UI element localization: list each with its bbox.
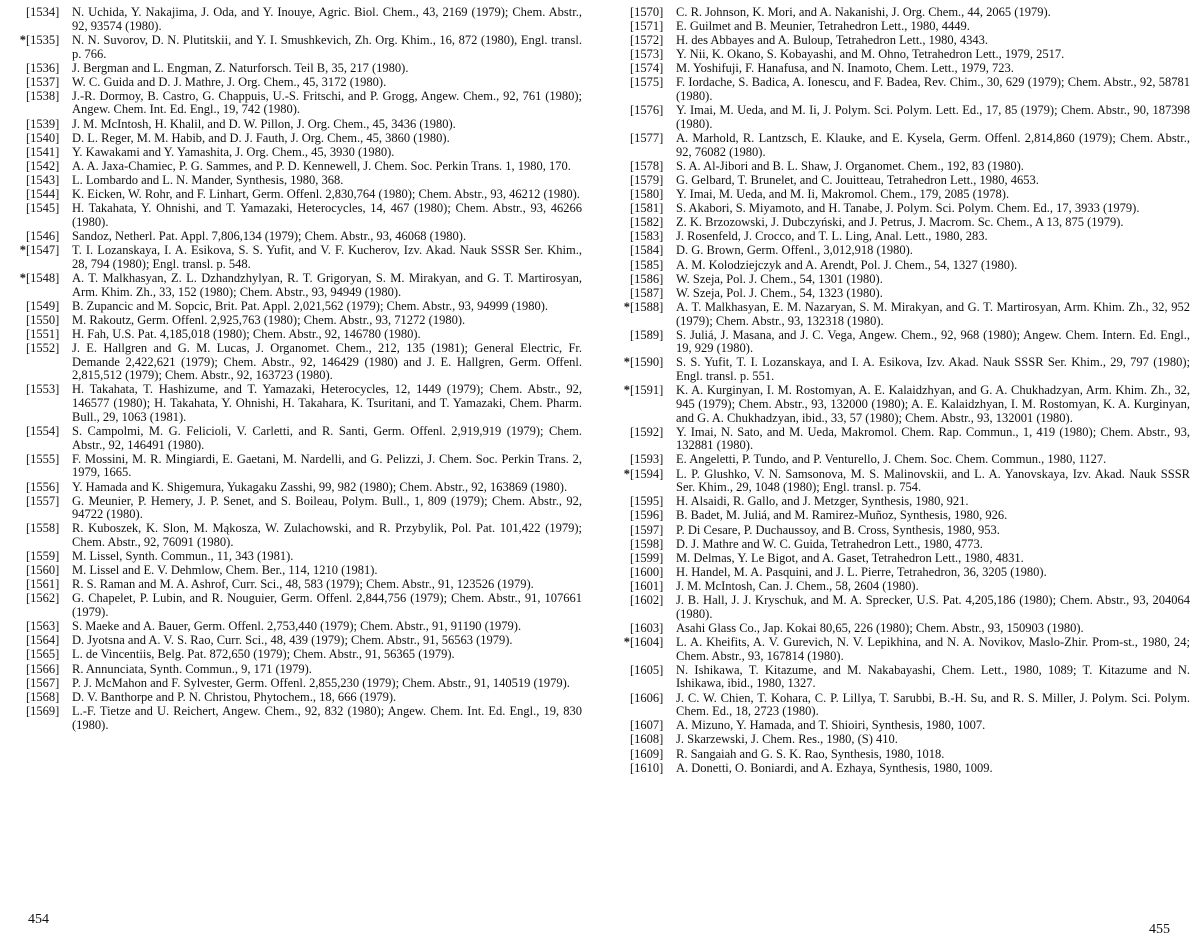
reference-entry bbox=[618, 552, 1190, 566]
reference-entry bbox=[14, 230, 582, 244]
reference-text: S. Juliá, J. Masana, and J. C. Vega, Angew. Chem., 92, 968 (1980); Angew. Chem. Intern. Ed. Engl., 19, 929 (1980). bbox=[676, 327, 1190, 356]
asterisk-marker: * bbox=[623, 383, 630, 398]
reference-text: L. de Vincentiis, Belg. Pat. 872,650 (1979); Chem. Abstr., 91, 56365 (1979). bbox=[72, 647, 455, 662]
reference-number: [1556] bbox=[26, 479, 60, 494]
reference-text: N. Ishikawa, T. Kitazume, and M. Nakabayashi, Chem. Lett., 1980, 1089; T. Kitazume and N. Ishikawa, ibid., 1980, 1327. bbox=[676, 662, 1190, 691]
reference-number: [1609] bbox=[630, 746, 664, 761]
reference-number: [1606] bbox=[630, 690, 664, 705]
reference-number: [1570] bbox=[630, 5, 664, 19]
reference-entry bbox=[618, 719, 1190, 733]
reference-number: [1541] bbox=[26, 144, 60, 159]
asterisk-marker: * bbox=[19, 270, 26, 285]
reference-text: A. Donetti, O. Boniardi, and A. Ezhaya, Synthesis, 1980, 1009. bbox=[676, 760, 993, 775]
reference-entry bbox=[618, 664, 1190, 691]
reference-entry bbox=[618, 62, 1190, 76]
reference-number: [1587] bbox=[630, 285, 664, 300]
reference-entry bbox=[618, 104, 1190, 131]
reference-entry bbox=[618, 509, 1190, 523]
reference-number: [1589] bbox=[630, 327, 664, 342]
reference-entry bbox=[14, 592, 582, 619]
reference-number: [1588] bbox=[630, 299, 664, 314]
asterisk-marker: * bbox=[623, 355, 630, 370]
reference-entry bbox=[14, 90, 582, 117]
reference-entry bbox=[14, 425, 582, 452]
reference-entry bbox=[14, 6, 582, 33]
reference-text: Y. Imai, M. Ueda, and M. Ii, J. Polym. Sci. Polym. Lett. Ed., 17, 85 (1979); Chem. Abstr., 90, 187398 (1980). bbox=[676, 103, 1190, 131]
reference-entry bbox=[618, 160, 1190, 174]
reference-number: [1575] bbox=[630, 75, 664, 90]
reference-number: [1608] bbox=[630, 732, 664, 747]
asterisk-marker: * bbox=[19, 32, 26, 47]
reference-number: [1578] bbox=[630, 158, 664, 173]
reference-entry bbox=[14, 160, 582, 174]
reference-entry bbox=[618, 524, 1190, 538]
reference-entry bbox=[618, 329, 1190, 356]
reference-number: [1594] bbox=[630, 466, 664, 481]
reference-number: [1534] bbox=[26, 5, 60, 19]
reference-entry bbox=[618, 230, 1190, 244]
reference-text: M. Yoshifuji, F. Hanafusa, and N. Inamoto, Chem. Lett., 1979, 723. bbox=[676, 61, 1014, 76]
reference-number: [1593] bbox=[630, 452, 664, 467]
reference-text: L.-F. Tietze and U. Reichert, Angew. Chem., 92, 832 (1980); Angew. Chem. Int. Ed. Engl., 19, 830 (1980). bbox=[72, 703, 582, 732]
reference-text: J. E. Hallgren and G. M. Lucas, J. Organomet. Chem., 212, 135 (1981); General Electric, Fr. Demande 2,422,621 (1979); Chem. Abstr., 92, 146429 (1980) and J. E. Hallgren, Germ. Offenl. 2,815,512 (1979); Chem. Abstr., 92, 163723 (1980). bbox=[72, 340, 582, 383]
reference-text: K. Eicken, W. Rohr, and F. Linhart, Germ. Offenl. 2,830,764 (1980); Chem. Abstr., 93, 46212 (1980). bbox=[72, 187, 580, 202]
reference-entry bbox=[618, 34, 1190, 48]
reference-text: J. Skarzewski, J. Chem. Res., 1980, (S) 410. bbox=[676, 732, 898, 747]
reference-entry bbox=[618, 6, 1190, 20]
reference-number: [1558] bbox=[26, 521, 60, 536]
reference-text: R. Kuboszek, K. Slon, M. Mąkosza, W. Zulachowski, and R. Przybylik, Pol. Pat. 101,422 (1979); Chem. Abstr., 92, 76091 (1980). bbox=[72, 521, 582, 550]
reference-entry bbox=[618, 566, 1190, 580]
reference-number: [1553] bbox=[26, 382, 60, 397]
right-page bbox=[600, 0, 1200, 948]
reference-entry bbox=[618, 636, 1190, 663]
reference-text: J. C. W. Chien, T. Kohara, C. P. Lillya, T. Sarubbi, B.-H. Su, and R. S. Miller, J. Polym. Sci. Polym. Chem. Ed., 18, 2723 (1980). bbox=[676, 690, 1190, 719]
reference-text: S. Campolmi, M. G. Felicioli, V. Carletti, and R. Santi, Germ. Offenl. 2,919,919 (1979); Chem. Abstr., 92, 146491 (1980). bbox=[72, 423, 582, 452]
reference-text: H. Takahata, T. Hashizume, and T. Yamazaki, Heterocycles, 12, 1449 (1979); Chem. Abstr., 92, 146577 (1980); H. Takahata, Y. Ohnishi, H. Takahara, K. Tsuritani, and T. Yamazaki, Chem. Pharm. Bull., 29, 1063 (1981). bbox=[72, 382, 582, 424]
reference-text: C. R. Johnson, K. Mori, and A. Nakanishi, J. Org. Chem., 44, 2065 (1979). bbox=[676, 5, 1051, 19]
asterisk-marker: * bbox=[623, 466, 630, 481]
reference-text: W. Szeja, Pol. J. Chem., 54, 1323 (1980). bbox=[676, 285, 883, 300]
reference-number: [1544] bbox=[26, 187, 60, 202]
reference-number: [1546] bbox=[26, 228, 60, 243]
reference-text: J. B. Hall, J. J. Kryschuk, and M. A. Sprecker, U.S. Pat. 4,205,186 (1980); Chem. Abstr., 93, 204064 (1980). bbox=[676, 593, 1190, 621]
reference-number: [1536] bbox=[26, 60, 60, 75]
reference-entry bbox=[14, 272, 582, 299]
reference-number: [1603] bbox=[630, 620, 664, 635]
reference-number: [1552] bbox=[26, 340, 60, 355]
reference-entry bbox=[618, 202, 1190, 216]
reference-text: Z. K. Brzozowski, J. Dubczyński, and J. Petrus, J. Macrom. Sc. Chem., A 13, 875 (1979). bbox=[676, 215, 1124, 230]
reference-number: [1543] bbox=[26, 172, 60, 187]
reference-text: F. Mossini, M. R. Mingiardi, E. Gaetani, M. Nardelli, and G. Pelizzi, J. Chem. Soc. Perkin Trans. 2, 1979, 1665. bbox=[72, 451, 582, 480]
reference-text: H. Takahata, Y. Ohnishi, and T. Yamazaki, Heterocycles, 14, 467 (1980); Chem. Abstr., 93, 46266 (1980). bbox=[72, 201, 582, 229]
reference-number: [1571] bbox=[630, 19, 664, 34]
reference-entry bbox=[618, 495, 1190, 509]
reference-text: D. J. Mathre and W. C. Guida, Tetrahedron Lett., 1980, 4773. bbox=[676, 536, 983, 551]
reference-number: [1545] bbox=[26, 201, 60, 216]
reference-number: [1569] bbox=[26, 703, 60, 718]
reference-text: S. Maeke and A. Bauer, Germ. Offenl. 2,753,440 (1979); Chem. Abstr., 91, 91190 (1979). bbox=[72, 619, 522, 634]
reference-text: H. des Abbayes and A. Buloup, Tetrahedron Lett., 1980, 4343. bbox=[676, 33, 989, 48]
reference-number: [1555] bbox=[26, 451, 60, 466]
reference-number: [1557] bbox=[26, 493, 60, 508]
reference-entry bbox=[618, 216, 1190, 230]
page-number: 454 bbox=[28, 912, 49, 927]
reference-number: [1596] bbox=[630, 508, 664, 523]
reference-entry bbox=[14, 342, 582, 383]
reference-number: [1598] bbox=[630, 536, 664, 551]
reference-entry bbox=[618, 580, 1190, 594]
reference-entry bbox=[618, 384, 1190, 425]
reference-text: E. Guilmet and B. Meunier, Tetrahedron Lett., 1980, 4449. bbox=[676, 19, 970, 34]
reference-number: [1577] bbox=[630, 131, 664, 146]
page-number: 455 bbox=[1149, 922, 1170, 937]
reference-text: D. L. Reger, M. M. Habib, and D. J. Fauth, J. Org. Chem., 45, 3860 (1980). bbox=[72, 130, 450, 145]
reference-number: [1610] bbox=[630, 760, 664, 775]
reference-number: [1559] bbox=[26, 549, 60, 564]
reference-number: [1585] bbox=[630, 257, 664, 272]
reference-number: [1595] bbox=[630, 494, 664, 509]
reference-number: [1560] bbox=[26, 563, 60, 578]
reference-text: J. Rosenfeld, J. Crocco, and T. L. Ling, Anal. Lett., 1980, 283. bbox=[676, 229, 988, 244]
reference-number: [1539] bbox=[26, 116, 60, 131]
reference-text: M. Delmas, Y. Le Bigot, and A. Gaset, Tetrahedron Lett., 1980, 4831. bbox=[676, 550, 1024, 565]
reference-number: [1573] bbox=[630, 47, 664, 62]
reference-entry bbox=[14, 146, 582, 160]
reference-number: [1599] bbox=[630, 550, 664, 565]
reference-number: [1604] bbox=[630, 634, 664, 649]
reference-number: [1568] bbox=[26, 689, 60, 704]
reference-entry bbox=[618, 287, 1190, 301]
reference-text: J. Bergman and L. Engman, Z. Naturforsch. Teil B, 35, 217 (1980). bbox=[72, 60, 409, 75]
reference-entry bbox=[14, 522, 582, 549]
reference-entry bbox=[14, 188, 582, 202]
reference-number: [1579] bbox=[630, 172, 664, 187]
reference-text: R. S. Raman and M. A. Ashrof, Curr. Sci., 48, 583 (1979); Chem. Abstr., 91, 123526 (1979). bbox=[72, 577, 534, 592]
reference-entry bbox=[618, 244, 1190, 258]
reference-number: [1590] bbox=[630, 355, 664, 370]
reference-entry bbox=[618, 301, 1190, 328]
reference-entry bbox=[618, 132, 1190, 159]
reference-entry bbox=[618, 76, 1190, 103]
reference-entry bbox=[14, 620, 582, 634]
reference-text: T. I. Lozanskaya, I. A. Esikova, S. S. Yufit, and V. F. Kucherov, Izv. Akad. Nauk SSSR Ser. Khim., 28, 794 (1980); Engl. transl. p. 548. bbox=[72, 243, 582, 271]
reference-text: A. T. Malkhasyan, E. M. Nazaryan, S. M. Mirakyan, and G. T. Martirosyan, Arm. Khim. Zh., 32, 952 (1979); Chem. Abstr., 93, 132318 (1980). bbox=[676, 299, 1190, 328]
reference-text: J.-R. Dormoy, B. Castro, G. Chappuis, U.-S. Fritschi, and P. Grogg, Angew. Chem., 92, 761 (1980); Angew. Chem. Int. Ed. Engl., 19, 742 (1980). bbox=[72, 88, 582, 117]
left-page bbox=[0, 0, 590, 948]
reference-number: [1537] bbox=[26, 74, 60, 89]
reference-text: L. Lombardo and L. N. Mander, Synthesis, 1980, 368. bbox=[72, 172, 344, 187]
reference-text: H. Fah, U.S. Pat. 4,185,018 (1980); Chem. Abstr., 92, 146780 (1980). bbox=[72, 326, 421, 341]
reference-number: [1551] bbox=[26, 326, 60, 341]
reference-text: S. S. Yufit, T. I. Lozanskaya, and I. A. Esikova, Izv. Akad. Nauk SSSR Ser. Khim., 29, 797 (1980); Engl. transl. p. 551. bbox=[676, 355, 1190, 384]
reference-entry bbox=[618, 48, 1190, 62]
reference-number: [1607] bbox=[630, 718, 664, 733]
reference-number: [1549] bbox=[26, 298, 60, 313]
asterisk-marker: * bbox=[19, 243, 26, 258]
reference-text: M. Lissel, Synth. Commun., 11, 343 (1981). bbox=[72, 549, 294, 564]
reference-entry bbox=[618, 426, 1190, 453]
reference-number: [1597] bbox=[630, 522, 664, 537]
reference-number: [1548] bbox=[26, 270, 60, 285]
reference-number: [1561] bbox=[26, 577, 60, 592]
reference-entry bbox=[618, 538, 1190, 552]
reference-number: [1592] bbox=[630, 424, 664, 439]
reference-text: K. A. Kurginyan, I. M. Rostomyan, A. E. Kalaidzhyan, and G. A. Chukhadzyan, Arm. Khim. Zh., 32, 945 (1979); Chem. Abstr., 93, 132000 (1980); A. E. Kalaidzhyan, I. M. Rostomyan, K. A. Kurginyan, and G. A. Chukhadzyan, ibid., 33, 57 (1980); Chem. Abstr., 93, 132001 (1980). bbox=[676, 383, 1190, 425]
reference-entry bbox=[14, 495, 582, 522]
reference-entry bbox=[14, 76, 582, 90]
reference-entry bbox=[14, 132, 582, 146]
reference-text: Sandoz, Netherl. Pat. Appl. 7,806,134 (1979); Chem. Abstr., 93, 46068 (1980). bbox=[72, 228, 467, 243]
reference-entry bbox=[14, 705, 582, 732]
reference-number: [1581] bbox=[630, 201, 664, 216]
reference-number: [1566] bbox=[26, 661, 60, 676]
reference-list bbox=[618, 6, 1190, 776]
reference-text: N. N. Suvorov, D. N. Plutitskii, and Y. I. Smushkevich, Zh. Org. Khim., 16, 872 (1980), Engl. transl. p. 766. bbox=[72, 32, 582, 61]
reference-text: G. Chapelet, P. Lubin, and R. Nouguier, Germ. Offenl. 2,844,756 (1979); Chem. Abstr., 91, 107661 (1979). bbox=[72, 591, 582, 620]
reference-text: Y. Kawakami and Y. Yamashita, J. Org. Chem., 45, 3930 (1980). bbox=[72, 144, 395, 159]
reference-text: J. M. McIntosh, H. Khalil, and D. W. Pillon, J. Org. Chem., 45, 3436 (1980). bbox=[72, 116, 456, 131]
reference-number: [1563] bbox=[26, 619, 60, 634]
reference-entry bbox=[14, 34, 582, 61]
reference-entry bbox=[14, 314, 582, 328]
reference-text: A. A. Jaxa-Chamiec, P. G. Sammes, and P. D. Kennewell, J. Chem. Soc. Perkin Trans. 1, 1980, 170. bbox=[72, 158, 571, 173]
reference-entry bbox=[618, 259, 1190, 273]
reference-text: W. C. Guida and D. J. Mathre, J. Org. Chem., 45, 3172 (1980). bbox=[72, 74, 387, 89]
reference-text: A. T. Malkhasyan, Z. L. Dzhandzhylyan, R. T. Grigoryan, S. M. Mirakyan, and G. T. Martirosyan, Arm. Khim. Zh., 33, 152 (1980); Chem. Abstr., 93, 94949 (1980). bbox=[72, 270, 582, 299]
reference-number: [1535] bbox=[26, 32, 60, 47]
reference-text: B. Badet, M. Juliá, and M. Ramirez-Muñoz, Synthesis, 1980, 926. bbox=[676, 508, 1008, 523]
reference-entry bbox=[14, 691, 582, 705]
reference-entry bbox=[14, 118, 582, 132]
reference-text: M. Lissel and E. V. Dehmlow, Chem. Ber., 114, 1210 (1981). bbox=[72, 563, 378, 578]
reference-text: Asahi Glass Co., Jap. Kokai 80,65, 226 (1980); Chem. Abstr., 93, 150903 (1980). bbox=[676, 620, 1084, 635]
reference-number: [1542] bbox=[26, 158, 60, 173]
reference-number: [1540] bbox=[26, 130, 60, 145]
reference-text: J. M. McIntosh, Can. J. Chem., 58, 2604 (1980). bbox=[676, 578, 919, 593]
reference-entry bbox=[618, 174, 1190, 188]
reference-number: [1547] bbox=[26, 243, 60, 258]
reference-number: [1574] bbox=[630, 61, 664, 76]
reference-number: [1564] bbox=[26, 633, 60, 648]
reference-number: [1605] bbox=[630, 662, 664, 677]
reference-number: [1562] bbox=[26, 591, 60, 606]
reference-entry bbox=[14, 634, 582, 648]
reference-entry bbox=[618, 692, 1190, 719]
reference-text: Y. Imai, N. Sato, and M. Ueda, Makromol. Chem. Rap. Commun., 1, 419 (1980); Chem. Abstr., 93, 132881 (1980). bbox=[676, 424, 1190, 453]
reference-text: D. Jyotsna and A. V. S. Rao, Curr. Sci., 48, 439 (1979); Chem. Abstr., 91, 56563 (1979). bbox=[72, 633, 513, 648]
reference-number: [1580] bbox=[630, 187, 664, 202]
reference-text: Y. Nii, K. Okano, S. Kobayashi, and M. Ohno, Tetrahedron Lett., 1979, 2517. bbox=[676, 47, 1065, 62]
reference-text: P. Di Cesare, P. Duchaussoy, and B. Cross, Synthesis, 1980, 953. bbox=[676, 522, 1000, 537]
reference-number: [1602] bbox=[630, 593, 664, 608]
reference-entry bbox=[618, 748, 1190, 762]
reference-entry bbox=[14, 300, 582, 314]
reference-text: Y. Imai, M. Ueda, and M. Ii, Makromol. Chem., 179, 2085 (1978). bbox=[676, 187, 1010, 202]
reference-entry bbox=[14, 328, 582, 342]
reference-number: [1601] bbox=[630, 578, 664, 593]
reference-text: R. Sangaiah and G. S. K. Rao, Synthesis, 1980, 1018. bbox=[676, 746, 945, 761]
reference-number: [1572] bbox=[630, 33, 664, 48]
reference-entry bbox=[14, 481, 582, 495]
reference-number: [1586] bbox=[630, 271, 664, 286]
reference-list bbox=[14, 6, 582, 733]
reference-number: [1582] bbox=[630, 215, 664, 230]
reference-text: S. A. Al-Jibori and B. L. Shaw, J. Organomet. Chem., 192, 83 (1980). bbox=[676, 158, 1024, 173]
reference-entry bbox=[14, 663, 582, 677]
reference-text: P. J. McMahon and F. Sylvester, Germ. Offenl. 2,855,230 (1979); Chem. Abstr., 91, 140519 (1979). bbox=[72, 675, 570, 690]
reference-entry bbox=[618, 733, 1190, 747]
reference-entry bbox=[14, 383, 582, 424]
reference-text: G. Gelbard, T. Brunelet, and C. Jouitteau, Tetrahedron Lett., 1980, 4653. bbox=[676, 172, 1039, 187]
reference-text: B. Zupancic and M. Sopcic, Brit. Pat. Appl. 2,021,562 (1979); Chem. Abstr., 93, 94999 (1980). bbox=[72, 298, 549, 313]
reference-entry bbox=[618, 762, 1190, 776]
reference-text: S. Akabori, S. Miyamoto, and H. Tanabe, J. Polym. Sci. Polym. Chem. Ed., 17, 3933 (1979). bbox=[676, 201, 1140, 216]
reference-number: [1584] bbox=[630, 243, 664, 258]
reference-number: [1583] bbox=[630, 229, 664, 244]
reference-entry bbox=[14, 550, 582, 564]
asterisk-marker: * bbox=[623, 634, 630, 649]
reference-entry bbox=[618, 622, 1190, 636]
reference-entry bbox=[618, 468, 1190, 495]
reference-entry bbox=[618, 453, 1190, 467]
reference-number: [1591] bbox=[630, 383, 664, 398]
reference-text: N. Uchida, Y. Nakajima, J. Oda, and Y. Inouye, Agric. Biol. Chem., 43, 2169 (1979); Chem. Abstr., 92, 93574 (1980). bbox=[72, 5, 582, 33]
reference-number: [1567] bbox=[26, 675, 60, 690]
reference-entry bbox=[14, 202, 582, 229]
reference-text: A. M. Kolodziejczyk and A. Arendt, Pol. J. Chem., 54, 1327 (1980). bbox=[676, 257, 1018, 272]
reference-entry bbox=[14, 578, 582, 592]
reference-text: E. Angeletti, P. Tundo, and P. Venturello, J. Chem. Soc. Chem. Commun., 1980, 1127. bbox=[676, 452, 1107, 467]
reference-entry bbox=[14, 648, 582, 662]
reference-entry bbox=[618, 20, 1190, 34]
reference-number: [1538] bbox=[26, 88, 60, 103]
reference-number: [1565] bbox=[26, 647, 60, 662]
reference-text: Y. Hamada and K. Shigemura, Yukagaku Zasshi, 99, 982 (1980); Chem. Abstr., 92, 163869 (1980). bbox=[72, 479, 568, 494]
reference-text: M. Rakoutz, Germ. Offenl. 2,925,763 (1980); Chem. Abstr., 93, 71272 (1980). bbox=[72, 312, 466, 327]
reference-entry bbox=[14, 453, 582, 480]
reference-text: L. A. Kheifits, A. V. Gurevich, N. V. Lepikhina, and N. A. Novikov, Maslo-Zhir. Prom-st., 1980, 24; Chem. Abstr., 93, 167814 (1980). bbox=[676, 634, 1190, 663]
reference-entry bbox=[14, 564, 582, 578]
reference-number: [1550] bbox=[26, 312, 60, 327]
reference-entry bbox=[618, 594, 1190, 621]
reference-entry bbox=[618, 356, 1190, 383]
reference-entry bbox=[14, 244, 582, 271]
reference-text: F. Iordache, S. Badica, A. Ionescu, and F. Badea, Rev. Chim., 30, 629 (1979); Chem. Abstr., 92, 58781 (1980). bbox=[676, 75, 1190, 104]
reference-entry bbox=[14, 174, 582, 188]
reference-text: D. V. Banthorpe and P. N. Christou, Phytochem., 18, 666 (1979). bbox=[72, 689, 397, 704]
reference-number: [1600] bbox=[630, 564, 664, 579]
reference-text: W. Szeja, Pol. J. Chem., 54, 1301 (1980). bbox=[676, 271, 883, 286]
reference-text: D. G. Brown, Germ. Offenl., 3,012,918 (1980). bbox=[676, 243, 913, 258]
reference-text: G. Meunier, P. Hemery, J. P. Senet, and S. Boileau, Polym. Bull., 1, 809 (1979); Chem. Abstr., 92, 94722 (1980). bbox=[72, 493, 582, 522]
reference-entry bbox=[14, 62, 582, 76]
reference-text: L. P. Glushko, V. N. Samsonova, M. S. Malinovskii, and L. A. Yanovskaya, Izv. Akad. Nauk SSSR Ser. Khim., 29, 1048 (1980); Engl. transl. p. 754. bbox=[676, 466, 1190, 495]
reference-text: H. Handel, M. A. Pasquini, and J. L. Pierre, Tetrahedron, 36, 3205 (1980). bbox=[676, 564, 1047, 579]
asterisk-marker: * bbox=[623, 299, 630, 314]
reference-text: R. Annunciata, Synth. Commun., 9, 171 (1979). bbox=[72, 661, 312, 676]
reference-number: [1576] bbox=[630, 103, 664, 118]
reference-text: A. Marhold, R. Lantzsch, E. Klauke, and E. Kysela, Germ. Offenl. 2,814,860 (1979); Chem. Abstr., 92, 76082 (1980). bbox=[676, 131, 1190, 159]
reference-text: A. Mizuno, Y. Hamada, and T. Shioiri, Synthesis, 1980, 1007. bbox=[676, 718, 986, 733]
reference-entry bbox=[618, 273, 1190, 287]
reference-text: H. Alsaidi, R. Gallo, and J. Metzger, Synthesis, 1980, 921. bbox=[676, 494, 969, 509]
reference-entry bbox=[14, 677, 582, 691]
reference-number: [1554] bbox=[26, 423, 60, 438]
reference-entry bbox=[618, 188, 1190, 202]
